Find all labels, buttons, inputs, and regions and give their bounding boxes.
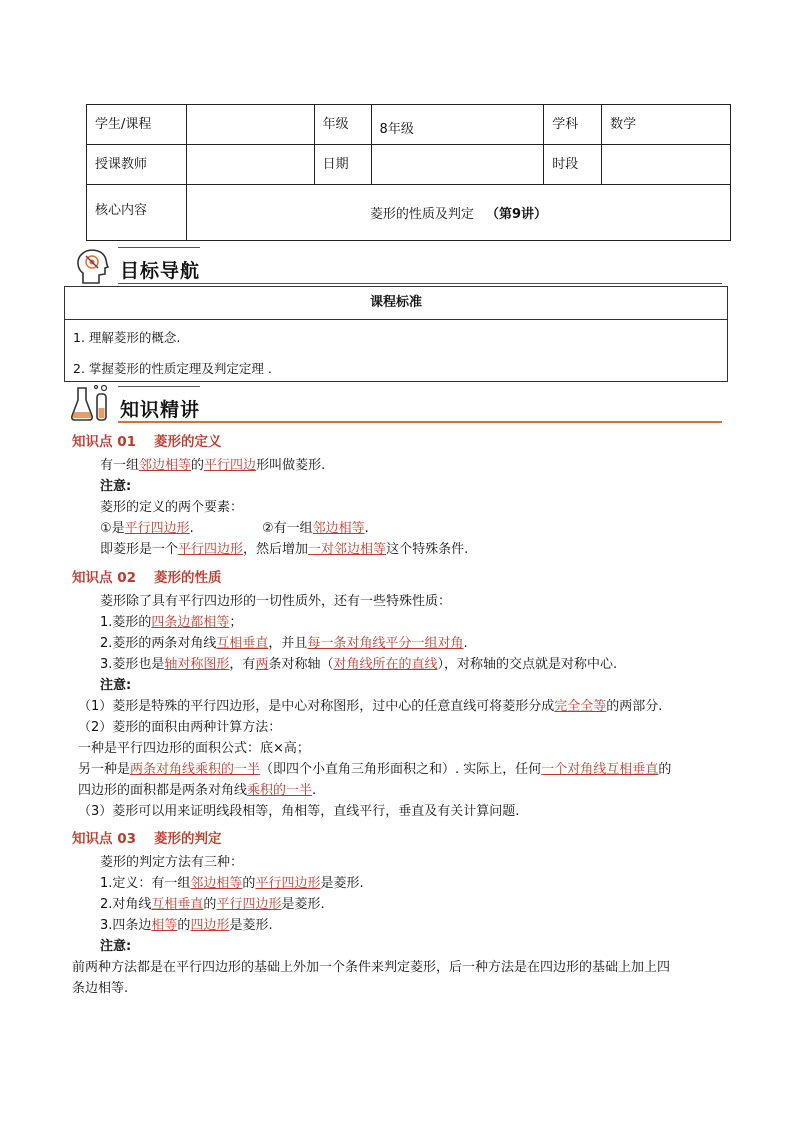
kp2-title: 菱形的性质 — [154, 570, 222, 586]
text: 有一组 — [100, 458, 140, 473]
kp1-line3b — [262, 519, 369, 538]
kp3-line2 — [100, 874, 364, 893]
text: 1.菱形的 — [100, 615, 152, 630]
key-term: 轴对称图形 — [164, 657, 230, 672]
text: 的 — [191, 458, 205, 473]
kp1-line2: 菱形的定义的两个要素： — [100, 500, 244, 515]
text: . — [189, 521, 194, 536]
kp3-line4 — [100, 916, 273, 935]
kp2-note2: （2）菱形的面积由两种计算方法： — [78, 720, 282, 735]
text: 2.菱形的两条对角线 — [100, 636, 217, 651]
student-value — [186, 105, 314, 145]
text: 2.对角线 — [100, 897, 152, 912]
key-term: 一个对角线互相垂直 — [541, 762, 659, 777]
text: . — [364, 521, 369, 536]
key-term: 邻边相等 — [312, 521, 365, 536]
text: 的 — [203, 897, 217, 912]
kp1-note-label: 注意: — [100, 479, 132, 494]
date-label: 日期 — [314, 145, 371, 185]
key-term: 邻边相等 — [190, 876, 243, 891]
kp1-line4 — [100, 540, 468, 559]
date-value — [371, 145, 544, 185]
kp2-note1 — [78, 697, 662, 716]
kp2-line2 — [100, 613, 242, 632]
text: ，然后增加 — [243, 542, 309, 557]
text: 是菱形. — [320, 876, 364, 891]
key-term: 平行四边形 — [255, 876, 321, 891]
course-standard-box — [64, 286, 728, 382]
kp2-number: 知识点 02 — [72, 570, 136, 586]
kp2-line4 — [100, 655, 617, 674]
section2-title: 知识精讲 — [120, 399, 201, 421]
text: 条对称轴（ — [268, 657, 334, 672]
kp2-note-label: 注意: — [100, 678, 132, 693]
kp3-title: 菱形的判定 — [154, 831, 222, 847]
kp3-line3 — [100, 895, 325, 914]
text: 的 — [658, 762, 672, 777]
text: ，有 — [229, 657, 256, 672]
text: ； — [229, 615, 243, 630]
teacher-value — [186, 145, 314, 185]
key-term: 平行四边形 — [124, 521, 190, 536]
key-term: 四条边都相等 — [151, 615, 230, 630]
key-term: 两条对角线乘积的一半 — [130, 762, 261, 777]
key-term: 完全全等 — [554, 699, 607, 714]
subject-value: 数学 — [602, 105, 731, 145]
kp2-heading — [72, 566, 222, 586]
text: . — [312, 783, 317, 798]
period-label: 时段 — [544, 145, 602, 185]
kp3-line5: 前两种方法都是在平行四边形的基础上外加一个条件来判定菱形，后一种方法是在四边形的基础上加上四 — [72, 960, 671, 975]
text: . — [463, 636, 468, 651]
section2-divider — [118, 421, 722, 423]
text: ），对称轴的交点就是对称中心. — [437, 657, 618, 672]
kp2-note4 — [78, 760, 671, 779]
head-target-icon — [73, 247, 113, 285]
grade-label: 年级 — [314, 105, 371, 145]
core-topic: 菱形的性质及判定 — [369, 207, 474, 222]
text: （即四个小直角三角形面积之和）. 实际上，任何 — [260, 762, 542, 777]
text: ①是 — [100, 521, 125, 536]
student-label: 学生/课程 — [87, 105, 187, 145]
text: 的 — [177, 918, 191, 933]
kp3-note-label: 注意: — [100, 939, 132, 954]
standard-item-2: 2. 掌握菱形的性质定理及判定定理 . — [73, 361, 272, 376]
key-term: 平行四边 — [204, 458, 257, 473]
text: 3.菱形也是 — [100, 657, 165, 672]
kp2-line1: 菱形除了具有平行四边形的一切性质外，还有一些特殊性质： — [100, 594, 452, 609]
lecture-number: （第9讲） — [485, 207, 548, 222]
text: ，并且 — [268, 636, 308, 651]
text: 的两部分. — [606, 699, 663, 714]
course-info-table — [86, 104, 731, 241]
text: 另一种是 — [78, 762, 131, 777]
text: 的 — [242, 876, 256, 891]
key-term: 互相垂直 — [151, 897, 204, 912]
standard-item-1: 1. 理解菱形的概念. — [73, 330, 181, 345]
key-term: 相等 — [151, 918, 178, 933]
section1-divider — [118, 283, 722, 284]
section1-short-line — [118, 247, 200, 248]
kp3-heading — [72, 827, 222, 847]
teacher-label: 授课教师 — [87, 145, 187, 185]
key-term: 邻边相等 — [139, 458, 192, 473]
period-value — [602, 145, 731, 185]
text: ②有一组 — [262, 521, 313, 536]
subject-label: 学科 — [544, 105, 602, 145]
text: 这个特殊条件. — [386, 542, 469, 557]
kp1-line1 — [100, 456, 325, 475]
kp1-heading — [72, 430, 222, 450]
key-term: 乘积的一半 — [247, 783, 313, 798]
kp3-line1: 菱形的判定方法有三种： — [100, 855, 244, 870]
text: 是菱形. — [281, 897, 325, 912]
kp1-number: 知识点 01 — [72, 434, 136, 450]
kp3-line6: 条边相等. — [72, 981, 129, 996]
kp1-title: 菱形的定义 — [154, 434, 222, 450]
kp3-number: 知识点 03 — [72, 831, 136, 847]
grade-value: 8年级 — [371, 105, 544, 145]
text: 即菱形是一个 — [100, 542, 179, 557]
core-value-cell — [186, 185, 730, 241]
key-term: 一对邻边相等 — [308, 542, 387, 557]
flask-icon — [70, 384, 112, 422]
key-term: 四边形 — [190, 918, 230, 933]
text: 四边形的面积都是两条对角线 — [78, 783, 248, 798]
section2-short-line — [118, 386, 200, 387]
text: 是菱形. — [229, 918, 273, 933]
key-term: 每一条对角线平分一组对角 — [307, 636, 464, 651]
kp2-note5 — [78, 781, 316, 800]
key-term: 平行四边形 — [178, 542, 244, 557]
kp2-note6: （3）菱形可以用来证明线段相等，角相等，直线平行，垂直及有关计算问题. — [78, 804, 520, 819]
key-term: 互相垂直 — [216, 636, 269, 651]
text: 1.定义：有一组 — [100, 876, 191, 891]
kp2-line3 — [100, 634, 468, 653]
text: （1）菱形是特殊的平行四边形，是中心对称图形，过中心的任意直线可将菱形分成 — [78, 699, 555, 714]
key-term: 对角线所在的直线 — [333, 657, 438, 672]
text: 3.四条边 — [100, 918, 152, 933]
key-term: 两 — [255, 657, 269, 672]
kp2-note3: 一种是平行四边形的面积公式：底×高； — [78, 741, 310, 756]
section1-title: 目标导航 — [120, 260, 201, 282]
text: 形叫做菱形. — [256, 458, 326, 473]
core-label: 核心内容 — [87, 185, 187, 241]
key-term: 平行四边形 — [216, 897, 282, 912]
kp1-line3a — [100, 519, 194, 538]
course-standard-header: 课程标准 — [65, 287, 727, 320]
